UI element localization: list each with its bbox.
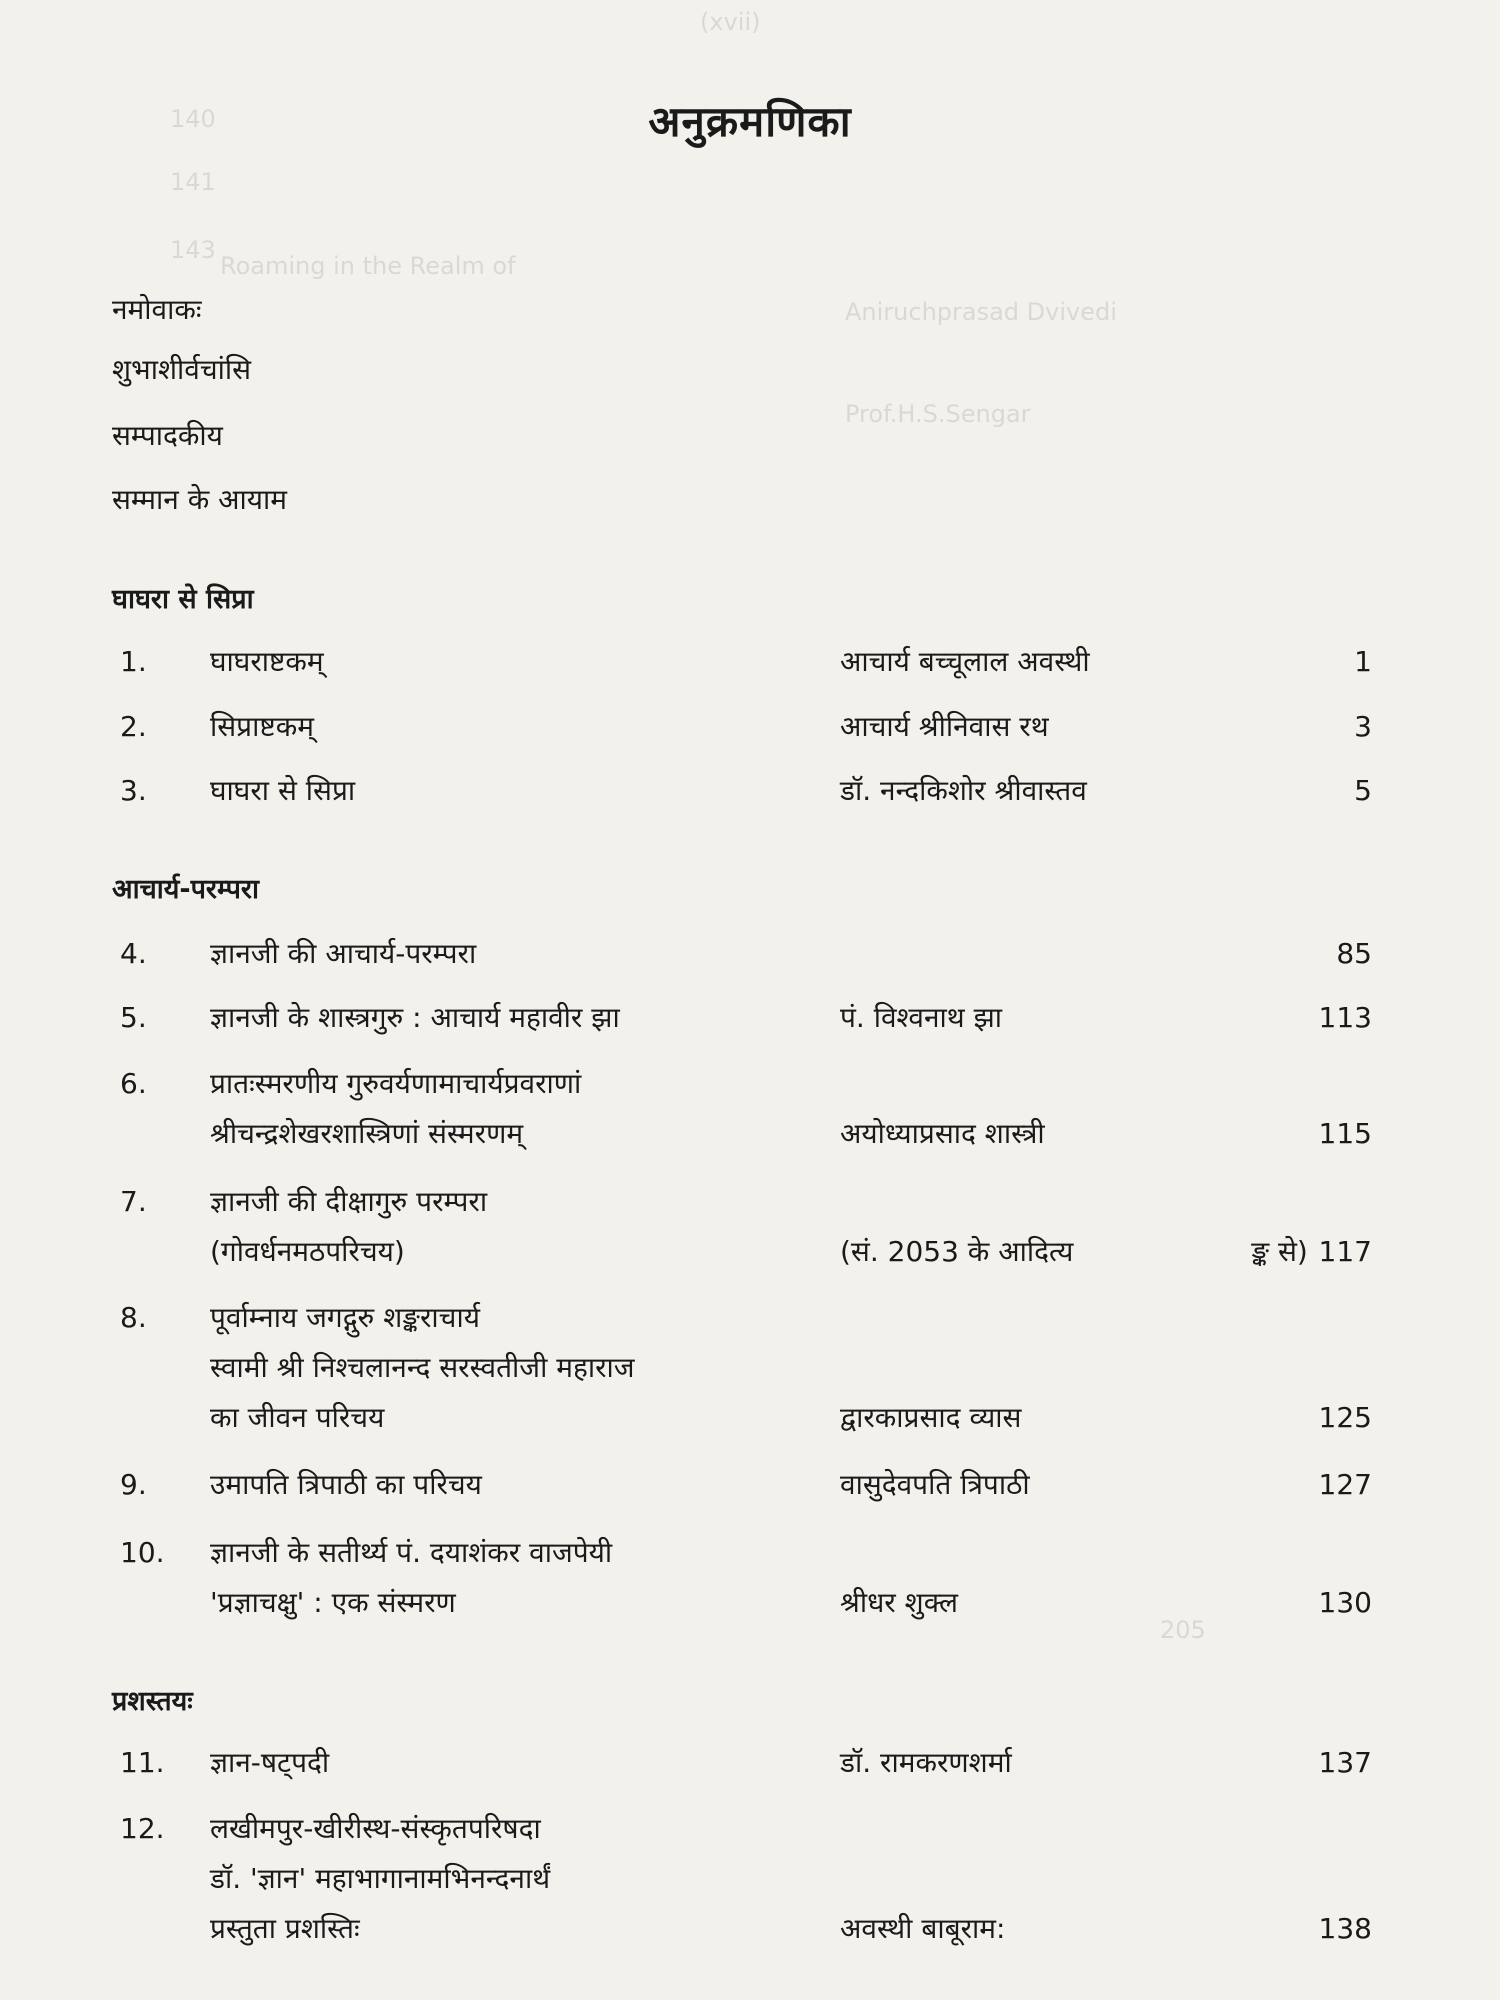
- entry-number: 7.: [120, 1185, 147, 1218]
- title-line: (गोवर्धनमठपरिचय): [210, 1235, 405, 1268]
- entry-title: [210, 637, 810, 687]
- title-line: का जीवन परिचय: [210, 1401, 385, 1434]
- title-line: लखीमपुर-खीरीस्थ-संस्कृतपरिषदा: [210, 1812, 541, 1845]
- entry-number: 5.: [120, 1001, 147, 1034]
- entry-page: 125: [1318, 1401, 1372, 1434]
- entry-page: 117: [1318, 1235, 1372, 1268]
- title-line: स्वामी श्री निश्चलानन्द सरस्वतीजी महाराज: [210, 1351, 635, 1384]
- title-line: सिप्राष्टकम्: [210, 710, 314, 743]
- entry-author: वासुदेवपति त्रिपाठी: [840, 1468, 1030, 1501]
- entry-page: 113: [1318, 1001, 1372, 1034]
- entry-author: पं. विश्वनाथ झा: [840, 1001, 1002, 1034]
- title-line: ज्ञानजी की आचार्य-परम्परा: [210, 937, 477, 970]
- entry-page: 1: [1354, 645, 1372, 678]
- entry-author: अवस्थी बाबूराम:: [840, 1912, 1006, 1945]
- front-matter-samman-ke-ayam: सम्मान के आयाम: [112, 483, 287, 516]
- front-matter-namovakah: नमोवाकः: [112, 293, 202, 326]
- section-heading: आचार्य-परम्परा: [112, 874, 259, 905]
- entry-page: 85: [1336, 937, 1372, 970]
- title-line: ज्ञानजी के सतीर्थ्य पं. दयाशंकर वाजपेयी: [210, 1536, 613, 1569]
- entry-author: श्रीधर शुक्ल: [840, 1586, 958, 1619]
- bleed-text: Roaming in the Realm of: [220, 252, 516, 280]
- entry-number: 2.: [120, 710, 147, 743]
- entry-title: [210, 1177, 810, 1277]
- bleed-text: 205: [1160, 1616, 1206, 1644]
- title-line: श्रीचन्द्रशेखरशास्त्रिणां संस्मरणम्: [210, 1117, 524, 1150]
- entry-author: अयोध्याप्रसाद शास्त्री: [840, 1117, 1045, 1150]
- bleed-text: Prof.H.S.Sengar: [845, 400, 1031, 428]
- entry-title: [210, 1738, 810, 1788]
- entry-title: [210, 1528, 810, 1628]
- title-line: ज्ञान-षट्पदी: [210, 1746, 330, 1779]
- bleed-text: 140: [170, 105, 216, 133]
- title-line: डॉ. 'ज्ञान' महाभागानामभिनन्दनार्थं: [210, 1862, 551, 1895]
- entry-page: 138: [1318, 1912, 1372, 1945]
- entry-title: [210, 766, 810, 816]
- entry-number: 1.: [120, 645, 147, 678]
- entry-number: 4.: [120, 937, 147, 970]
- title-line: पूर्वाम्नाय जगद्गुरु शङ्कराचार्य: [210, 1301, 480, 1334]
- title-line: ज्ञानजी की दीक्षागुरु परम्परा: [210, 1185, 488, 1218]
- section-heading: घाघरा से सिप्रा: [112, 584, 254, 615]
- entry-author: आचार्य बच्चूलाल अवस्थी: [840, 645, 1090, 678]
- title-line: 'प्रज्ञाचक्षु' : एक संस्मरण: [210, 1586, 456, 1619]
- entry-author: आचार्य श्रीनिवास रथ: [840, 710, 1049, 743]
- entry-number: 9.: [120, 1468, 147, 1501]
- entry-author: द्वारकाप्रसाद व्यास: [840, 1401, 1022, 1434]
- entry-page: 3: [1354, 710, 1372, 743]
- entry-number: 10.: [120, 1536, 165, 1569]
- entry-page: 5: [1354, 774, 1372, 807]
- front-matter-shubhashirvachamsi: शुभाशीर्वचांसि: [112, 353, 252, 386]
- bleed-text-header: (xvii): [700, 8, 761, 36]
- bleed-text: 141: [170, 168, 216, 196]
- entry-author: डॉ. नन्दकिशोर श्रीवास्तव: [840, 774, 1087, 807]
- entry-title: [210, 1460, 810, 1510]
- entry-title: [210, 702, 810, 752]
- entry-page: 115: [1318, 1117, 1372, 1150]
- entry-title: [210, 929, 810, 979]
- entry-number: 12.: [120, 1812, 165, 1845]
- entry-title: [210, 1059, 810, 1159]
- title-line: घाघरा से सिप्रा: [210, 774, 356, 807]
- bleed-text: Aniruchprasad Dvivedi: [845, 298, 1117, 326]
- entry-title: [210, 1293, 810, 1443]
- entry-page: 127: [1318, 1468, 1372, 1501]
- page-title: अनुक्रमणिका: [648, 97, 852, 146]
- title-line: प्रातःस्मरणीय गुरुवर्यणामाचार्यप्रवराणां: [210, 1067, 582, 1100]
- entry-number: 6.: [120, 1067, 147, 1100]
- entry-author: (सं. 2053 के आदित्य ङ्क से): [840, 1235, 1308, 1268]
- entry-number: 11.: [120, 1746, 165, 1779]
- entry-number: 3.: [120, 774, 147, 807]
- entry-page: 137: [1318, 1746, 1372, 1779]
- entry-title: [210, 993, 810, 1043]
- front-matter-sampadakiya: सम्पादकीय: [112, 419, 223, 452]
- title-line: ज्ञानजी के शास्त्रगुरु : आचार्य महावीर झा: [210, 1001, 620, 1034]
- entry-title: [210, 1804, 810, 1954]
- entry-author: डॉ. रामकरणशर्मा: [840, 1746, 1012, 1779]
- entry-number: 8.: [120, 1301, 147, 1334]
- section-heading: प्रशस्तयः: [112, 1686, 193, 1717]
- bleed-text: 143: [170, 236, 216, 264]
- entry-page: 130: [1318, 1586, 1372, 1619]
- title-line: प्रस्तुता प्रशस्तिः: [210, 1912, 360, 1945]
- title-line: घाघराष्टकम्: [210, 645, 324, 678]
- title-line: उमापति त्रिपाठी का परिचय: [210, 1468, 482, 1501]
